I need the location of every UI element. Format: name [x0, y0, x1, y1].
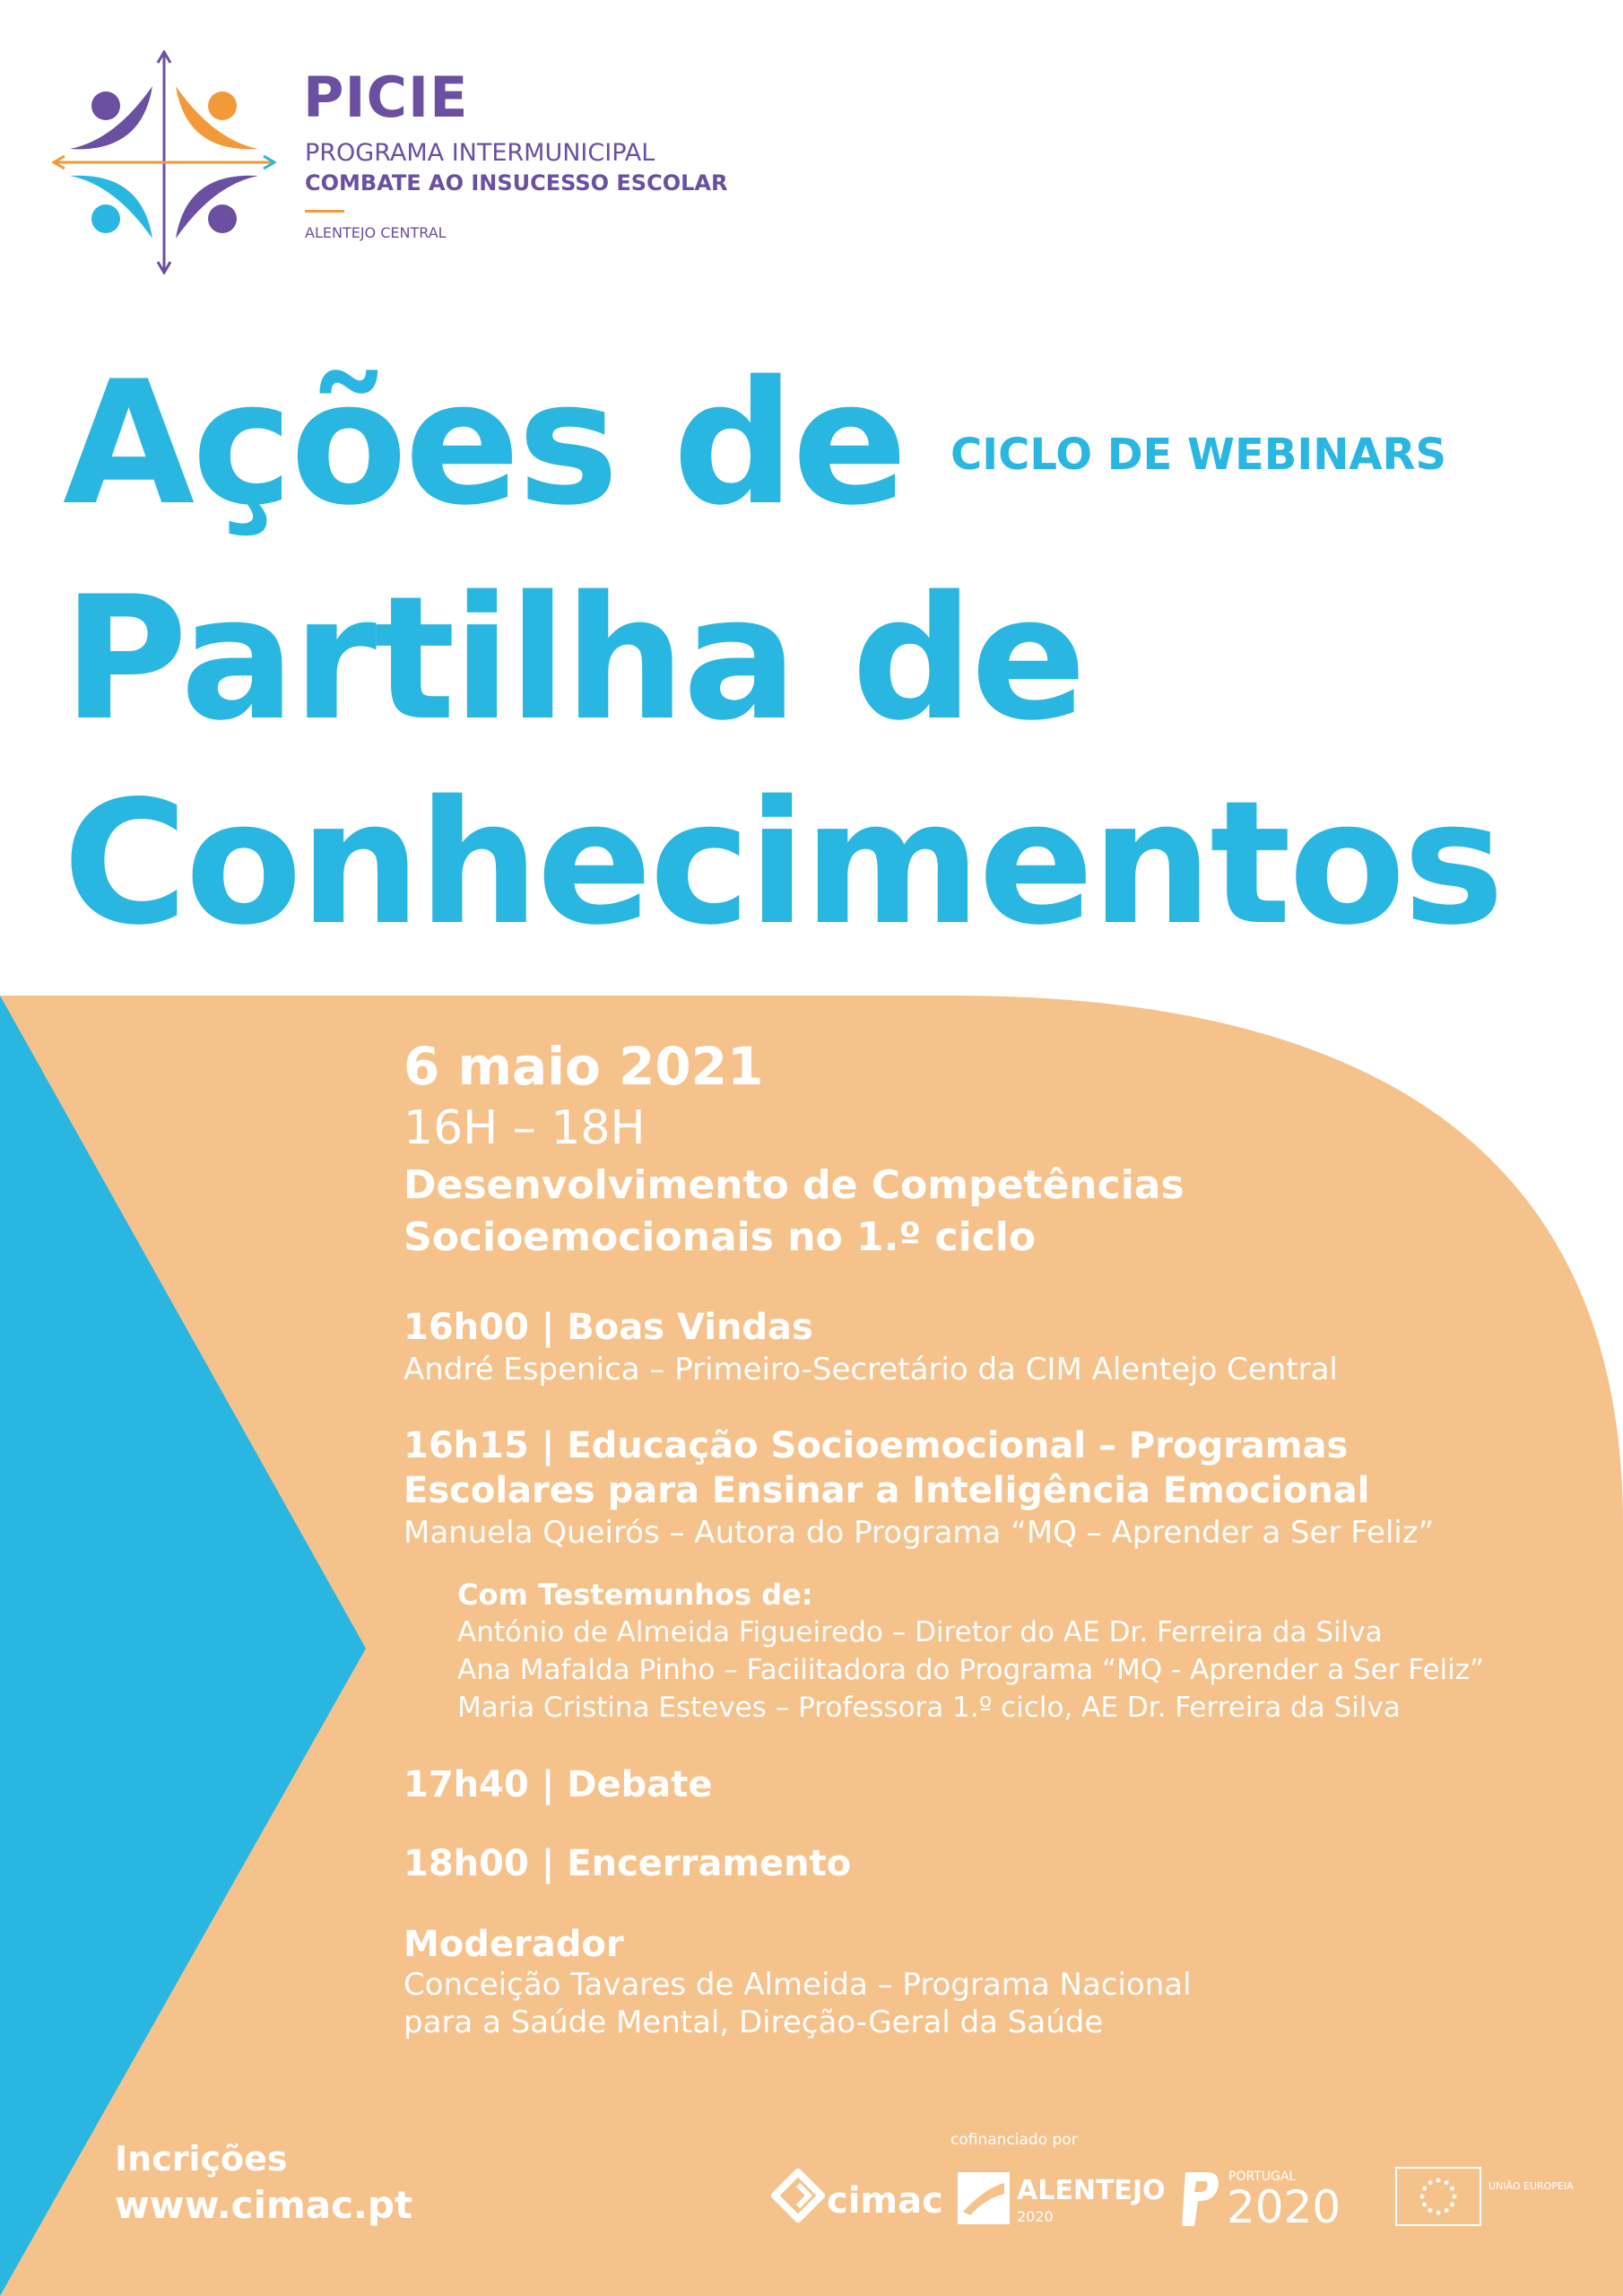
- event-time: 16H – 18H: [404, 1101, 646, 1155]
- subtitle: CICLO DE WEBINARS: [950, 430, 1447, 480]
- alentejo-text: ALENTEJO: [1017, 2175, 1166, 2206]
- slot-4-title: 18h00 | Encerramento: [404, 1843, 852, 1884]
- title-line-2: Partilha de: [63, 560, 1084, 758]
- slot-1-desc: André Espenica – Primeiro-Secretário da CIM Alentejo Central: [404, 1352, 1338, 1387]
- slot-2-title-line-1: 16h15 | Educação Socioemocional – Programas: [404, 1425, 1349, 1466]
- brand-line-3: ALENTEJO CENTRAL: [305, 224, 447, 241]
- slot-2-desc: Manuela Queirós – Autora do Programa “MQ – Aprender a Ser Feliz”: [404, 1515, 1435, 1551]
- event-topic-line-1: Desenvolvimento de Competências: [404, 1162, 1185, 1208]
- portugal-text: PORTUGAL: [1228, 2170, 1297, 2184]
- title-line-1: Ações de: [63, 344, 906, 543]
- cimac-mark-icon: [771, 2169, 825, 2222]
- event-date: 6 maio 2021: [404, 1036, 764, 1097]
- eu-flag-icon: [1395, 2167, 1481, 2226]
- alentejo-mark-icon: [958, 2172, 1010, 2224]
- slot-2-title-line-2: Escolares para Ensinar a Inteligência Emocional: [404, 1470, 1370, 1511]
- brand-name: PICIE: [303, 65, 469, 130]
- registration-link[interactable]: www.cimac.pt: [115, 2183, 413, 2227]
- moderator-line-2: para a Saúde Mental, Direção-Geral da Saúde: [404, 2005, 1104, 2040]
- p2020-year: 2020: [1227, 2181, 1341, 2233]
- event-topic-line-2: Socioemocionais no 1.º ciclo: [404, 1214, 1037, 1260]
- title-line-3: Conhecimentos: [63, 764, 1502, 962]
- brand-line-2: COMBATE AO INSUCESSO ESCOLAR: [305, 170, 728, 196]
- cimac-logo: [771, 2161, 943, 2242]
- testimonials-label: Com Testemunhos de:: [457, 1578, 813, 1612]
- cimac-text: cimac: [827, 2180, 943, 2222]
- portugal-2020-logo: [1182, 2160, 1370, 2235]
- moderator-line-1: Conceição Tavares de Almeida – Programa Nacional: [404, 1967, 1192, 2003]
- testimonial-item: Maria Cristina Esteves – Professora 1.º ciclo, AE Dr. Ferreira da Silva: [457, 1692, 1401, 1724]
- alentejo-year: 2020: [1017, 2208, 1054, 2225]
- eu-logo: [1395, 2161, 1575, 2233]
- cofinanced-label: cofinanciado por: [950, 2131, 1078, 2149]
- picie-logo-icon: [52, 50, 276, 274]
- eu-text: UNIÃO EUROPEIA: [1488, 2180, 1574, 2192]
- brand-divider: [305, 210, 344, 213]
- moderator-label: Moderador: [404, 1924, 624, 1965]
- portugal-2020-mark-icon: [1182, 2172, 1221, 2226]
- alentejo-2020-logo: [958, 2161, 1166, 2233]
- brand-line-1: PROGRAMA INTERMUNICIPAL: [305, 139, 655, 167]
- testimonial-item: António de Almeida Figueiredo – Diretor do AE Dr. Ferreira da Silva: [457, 1616, 1383, 1648]
- testimonial-item: Ana Mafalda Pinho – Facilitadora do Programa “MQ - Aprender a Ser Feliz”: [457, 1654, 1485, 1686]
- registration-label: Incrições: [115, 2139, 288, 2179]
- slot-3-title: 17h40 | Debate: [404, 1764, 713, 1805]
- slot-1-title: 16h00 | Boas Vindas: [404, 1307, 813, 1348]
